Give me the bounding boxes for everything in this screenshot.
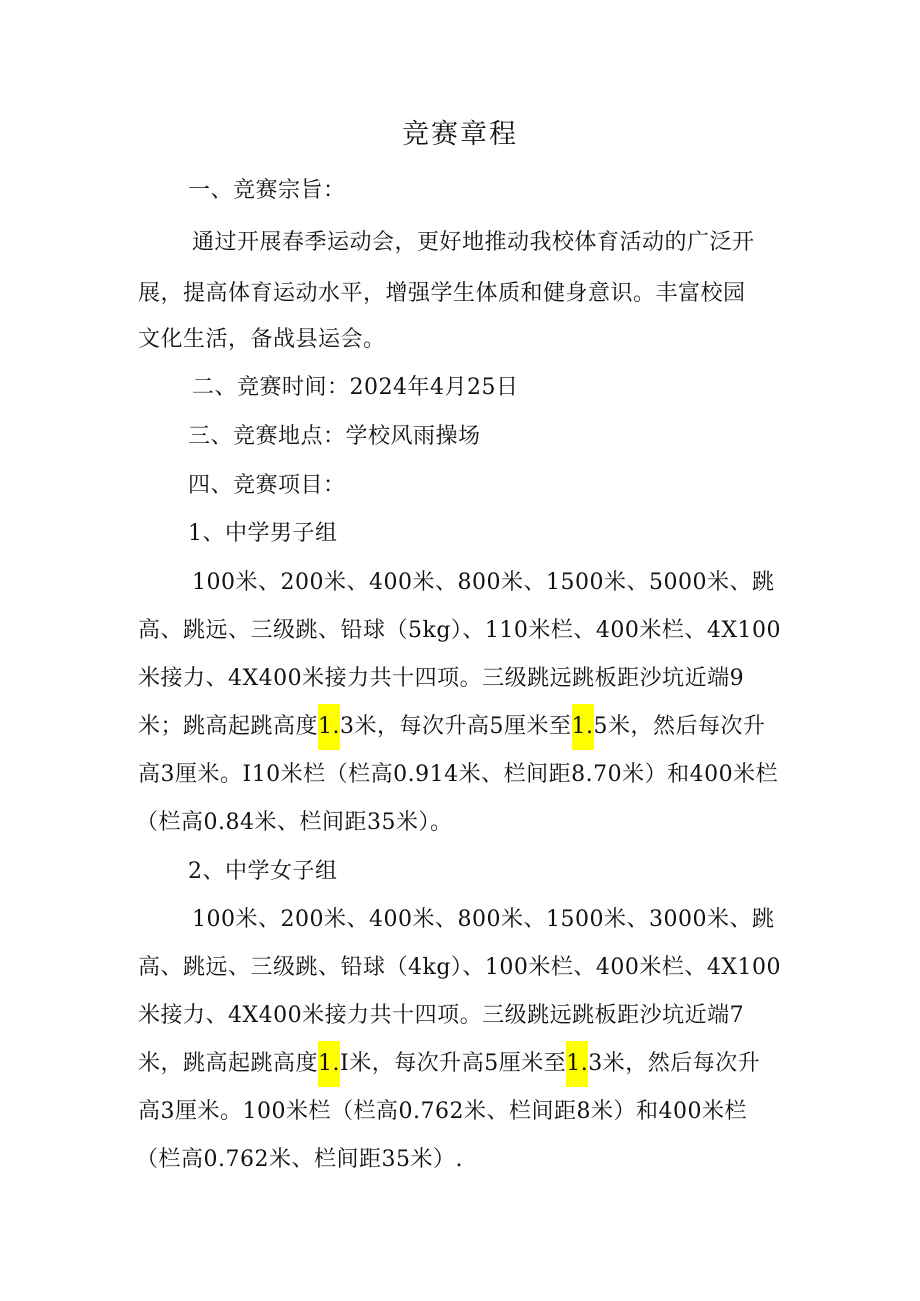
group-heading-boys: 1、中学男子组 xyxy=(188,521,338,546)
highlighted-text: 1. xyxy=(318,1041,340,1087)
paragraph-line: 米接力、4X400米接力共十四项。三级跳远跳板距沙坑近端7 xyxy=(138,1003,745,1028)
paragraph-line: 100米、200米、400米、800米、1500米、5000米、跳 xyxy=(192,570,775,595)
page-title: 竞赛章程 xyxy=(402,119,518,150)
paragraph-line: 文化生活，备战县运会。 xyxy=(138,327,386,352)
paragraph-line-highlighted xyxy=(138,710,766,744)
section-heading-events: 四、竞赛项目： xyxy=(188,473,346,498)
group-heading-girls: 2、中学女子组 xyxy=(188,859,338,884)
paragraph-line: 展，提高体育运动水平，增强学生体质和健身意识。丰富校园 xyxy=(138,281,746,306)
paragraph-line: （栏高0.762米、栏间距35米）. xyxy=(136,1147,463,1172)
text-segment: 3米，每次升高5厘米至 xyxy=(340,714,572,739)
text-segment: 3米，然后每次升 xyxy=(588,1051,761,1076)
paragraph-line: 高3厘米。100米栏（栏高0.762米、栏间距8米）和400米栏 xyxy=(138,1099,747,1124)
paragraph-line: （栏高0.84米、栏间距35米）。 xyxy=(136,810,453,835)
highlighted-text: 1. xyxy=(566,1041,588,1087)
highlighted-text: 1. xyxy=(572,704,594,750)
paragraph-line: 高3厘米。I10米栏（栏高0.914米、栏间距8.70米）和400米栏 xyxy=(138,762,779,787)
text-segment: 米，跳高起跳高度 xyxy=(138,1051,319,1076)
highlighted-text: 1. xyxy=(318,704,340,750)
paragraph-line: 高、跳远、三级跳、铅球（5kg）、110米栏、400米栏、4X100 xyxy=(138,618,782,643)
text-segment: 5米，然后每次升 xyxy=(593,714,766,739)
paragraph-line: 高、跳远、三级跳、铅球（4kg）、100米栏、400米栏、4X100 xyxy=(138,955,782,980)
paragraph-line: 米接力、4X400米接力共十四项。三级跳远跳板距沙坑近端9 xyxy=(138,666,745,691)
text-segment: 米；跳高起跳高度 xyxy=(138,714,319,739)
section-heading-venue: 三、竞赛地点：学校风雨操场 xyxy=(188,424,481,449)
paragraph-line: 100米、200米、400米、800米、1500米、3000米、跳 xyxy=(192,907,775,932)
section-heading-time: 二、竞赛时间：2024年4月25日 xyxy=(192,375,519,400)
text-segment: I米，每次升高5厘米至 xyxy=(340,1051,567,1076)
paragraph-line-highlighted xyxy=(138,1047,760,1081)
section-heading-purpose: 一、竞赛宗旨： xyxy=(188,178,346,203)
paragraph-line: 通过开展春季运动会，更好地推动我校体育活动的广泛开 xyxy=(192,230,755,255)
